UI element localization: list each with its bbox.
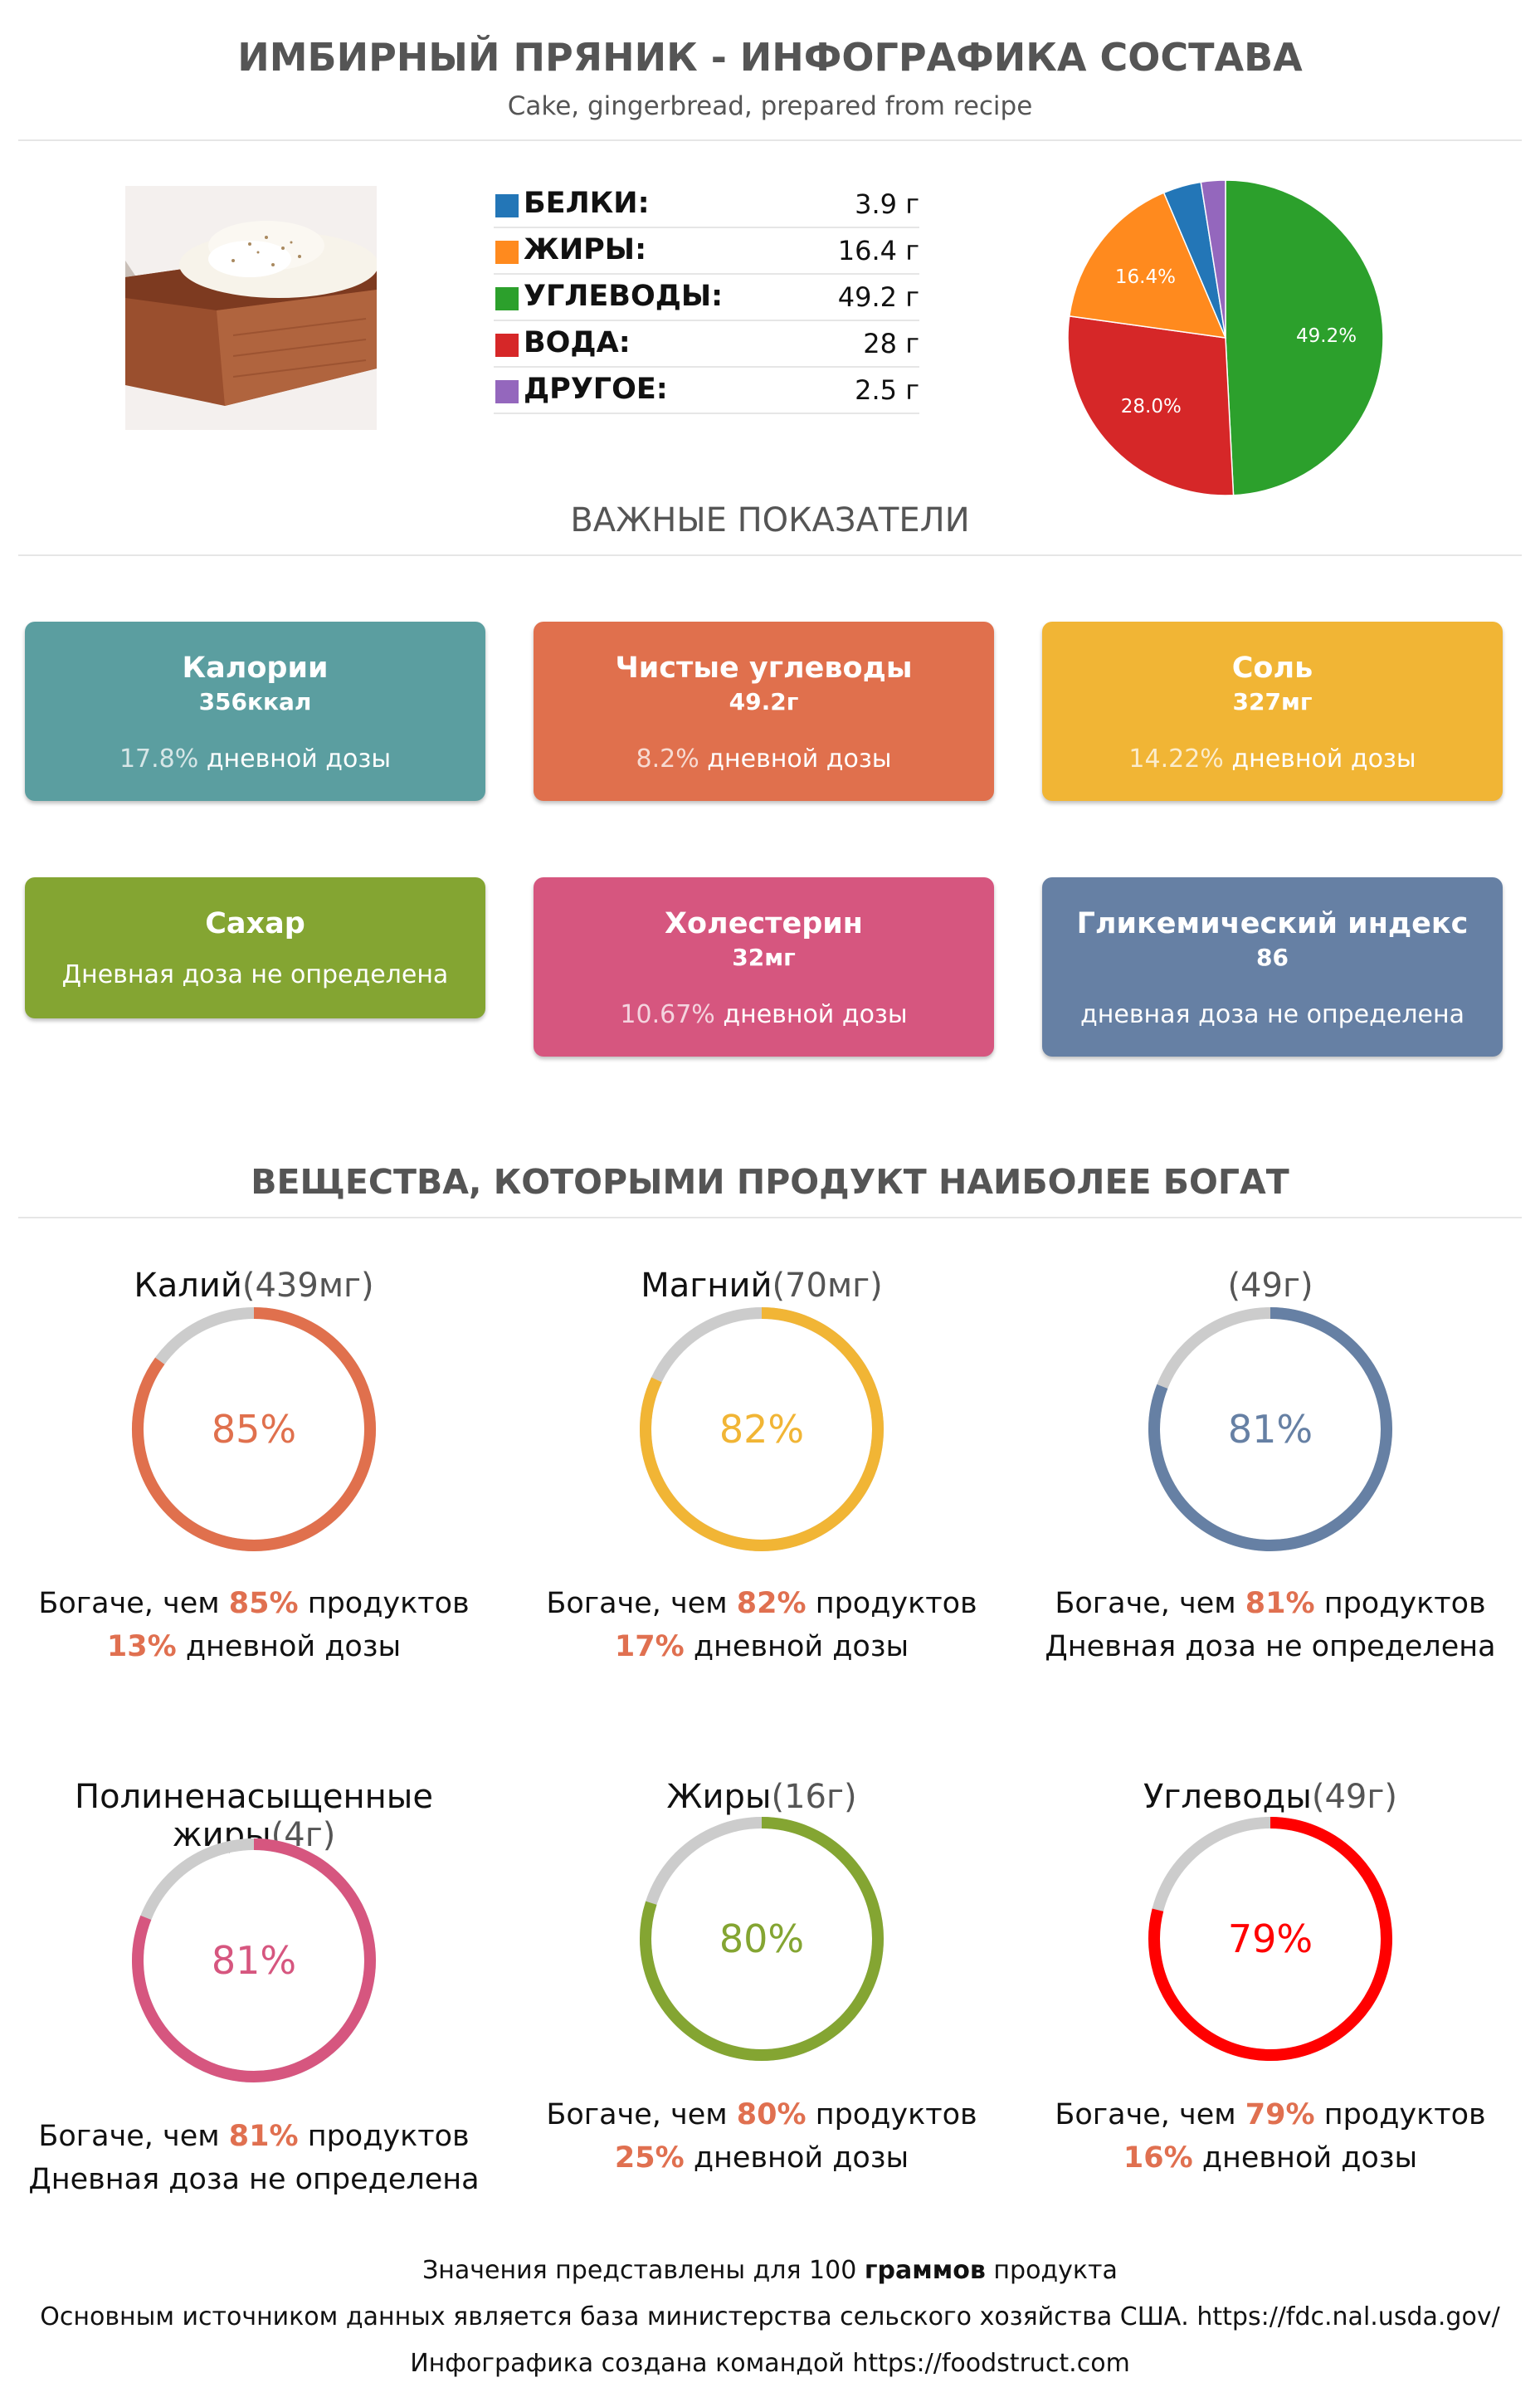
pie-slice-label: 16.4% [1114,266,1176,289]
footer-note: Значения представлены для 100 граммов продукта [422,2256,1118,2285]
divider [18,1217,1522,1218]
nutrient-label: Жиры(16г) [666,1778,857,1816]
macro-row-water [494,321,919,368]
richer-than-text: Богаче, чем 81% продуктов [38,2120,470,2153]
footer-source: Основным источником данных является база министерства сельского хозяйства США. https://fdc.nal.usda.gov/ [40,2302,1500,2331]
macro-value: 2.5 г [855,374,919,406]
important-section-title: ВАЖНЫЕ ПОКАЗАТЕЛИ [570,501,970,539]
daily-dose-text: Дневная доза не определена [28,2163,480,2196]
divider [18,139,1522,141]
pie-slice-label: 28.0% [1120,396,1182,418]
daily-dose-text: 17% дневной дозы [614,1630,909,1663]
nutrient-label: (49г) [1227,1267,1313,1305]
nutrient-ring-chart [1138,1296,1403,1562]
card-value: 327мг [1232,688,1313,715]
daily-dose-text: 13% дневной дозы [106,1630,402,1663]
ring-percent-label: 82% [719,1407,805,1452]
carbs-swatch [495,287,519,310]
daily-dose-text: 16% дневной дозы [1123,2141,1418,2175]
nutrient-ring-chart [121,1828,387,2093]
footer-credit: Инфографика создана командой https://foodstruct.com [410,2349,1130,2378]
divider [18,554,1522,556]
card-title: Калории [182,652,329,685]
macro-pie-chart [1065,178,1386,498]
page-subtitle: Cake, gingerbread, prepared from recipe [507,91,1033,121]
rich-section-title: ВЕЩЕСТВА, КОТОРЫМИ ПРОДУКТ НАИБОЛЕЕ БОГАТ [251,1162,1289,1202]
card-cholesterol [534,877,994,1057]
card-salt [1042,622,1503,801]
protein-swatch [495,194,519,217]
macro-value: 28 г [863,328,919,359]
card-sugar [25,877,485,1018]
macro-value: 3.9 г [855,188,919,220]
nutrient-label: Полиненасыщенные жиры(4г) [75,1778,433,1854]
water-swatch [495,334,519,357]
page-title: ИМБИРНЫЙ ПРЯНИК - ИНФОГРАФИКА СОСТАВА [237,35,1303,80]
card-title: Чистые углеводы [615,652,913,685]
card-title: Сахар [205,907,305,940]
macro-name: ЖИРЫ: [524,233,647,266]
nutrient-label: Углеводы(49г) [1143,1778,1397,1816]
card-title: Холестерин [665,907,863,940]
macro-row-other [494,368,919,414]
richer-than-text: Богаче, чем 80% продуктов [546,2098,977,2131]
product-photo [125,186,377,430]
daily-dose-text: 25% дневной дозы [614,2141,909,2175]
nutrient-ring-chart [1138,1806,1403,2072]
card-glycemic-index [1042,877,1503,1057]
card-dose: Дневная доза не определена [61,960,449,989]
macro-row-fat [494,228,919,275]
ring-percent-label: 80% [719,1916,805,1961]
macro-name: БЕЛКИ: [524,187,650,220]
card-net-carbs [534,622,994,801]
macro-name: УГЛЕВОДЫ: [524,280,724,313]
card-dose: 8.2% дневной дозы [636,745,892,774]
macro-name: ДРУГОЕ: [524,373,668,406]
card-title: Соль [1231,652,1313,685]
daily-dose-text: Дневная доза не определена [1045,1630,1496,1663]
pie-slice-label: 49.2% [1296,325,1357,347]
richer-than-text: Богаче, чем 79% продуктов [1055,2098,1486,2131]
card-dose: 10.67% дневной дозы [620,1000,908,1029]
fat-swatch [495,241,519,264]
card-value: 32мг [732,944,796,971]
nutrient-ring-chart [629,1296,894,1562]
nutrient-label: Калий(439мг) [134,1267,374,1305]
richer-than-text: Богаче, чем 81% продуктов [1055,1587,1486,1620]
macro-name: ВОДА: [524,326,631,359]
card-dose: 17.8% дневной дозы [119,745,392,774]
card-dose: дневная доза не определена [1080,1000,1464,1029]
other-swatch [495,380,519,403]
ring-percent-label: 81% [1227,1407,1313,1452]
ring-percent-label: 79% [1227,1916,1313,1961]
nutrient-label: Магний(70мг) [641,1267,883,1305]
card-calories [25,622,485,801]
card-value: 86 [1256,944,1289,971]
nutrient-ring-chart [121,1296,387,1562]
macro-row-carbs [494,275,919,321]
card-dose: 14.22% дневной дозы [1128,745,1416,774]
nutrient-ring-chart [629,1806,894,2072]
macro-table [494,182,919,414]
ring-percent-label: 81% [211,1938,297,1983]
card-value: 49.2г [729,688,799,715]
card-value: 356ккал [198,688,312,715]
richer-than-text: Богаче, чем 82% продуктов [546,1587,977,1620]
card-title: Гликемический индекс [1076,907,1469,940]
richer-than-text: Богаче, чем 85% продуктов [38,1587,470,1620]
macro-value: 16.4 г [837,235,919,266]
macro-row-protein [494,182,919,228]
ring-percent-label: 85% [211,1407,297,1452]
macro-value: 49.2 г [837,281,919,313]
